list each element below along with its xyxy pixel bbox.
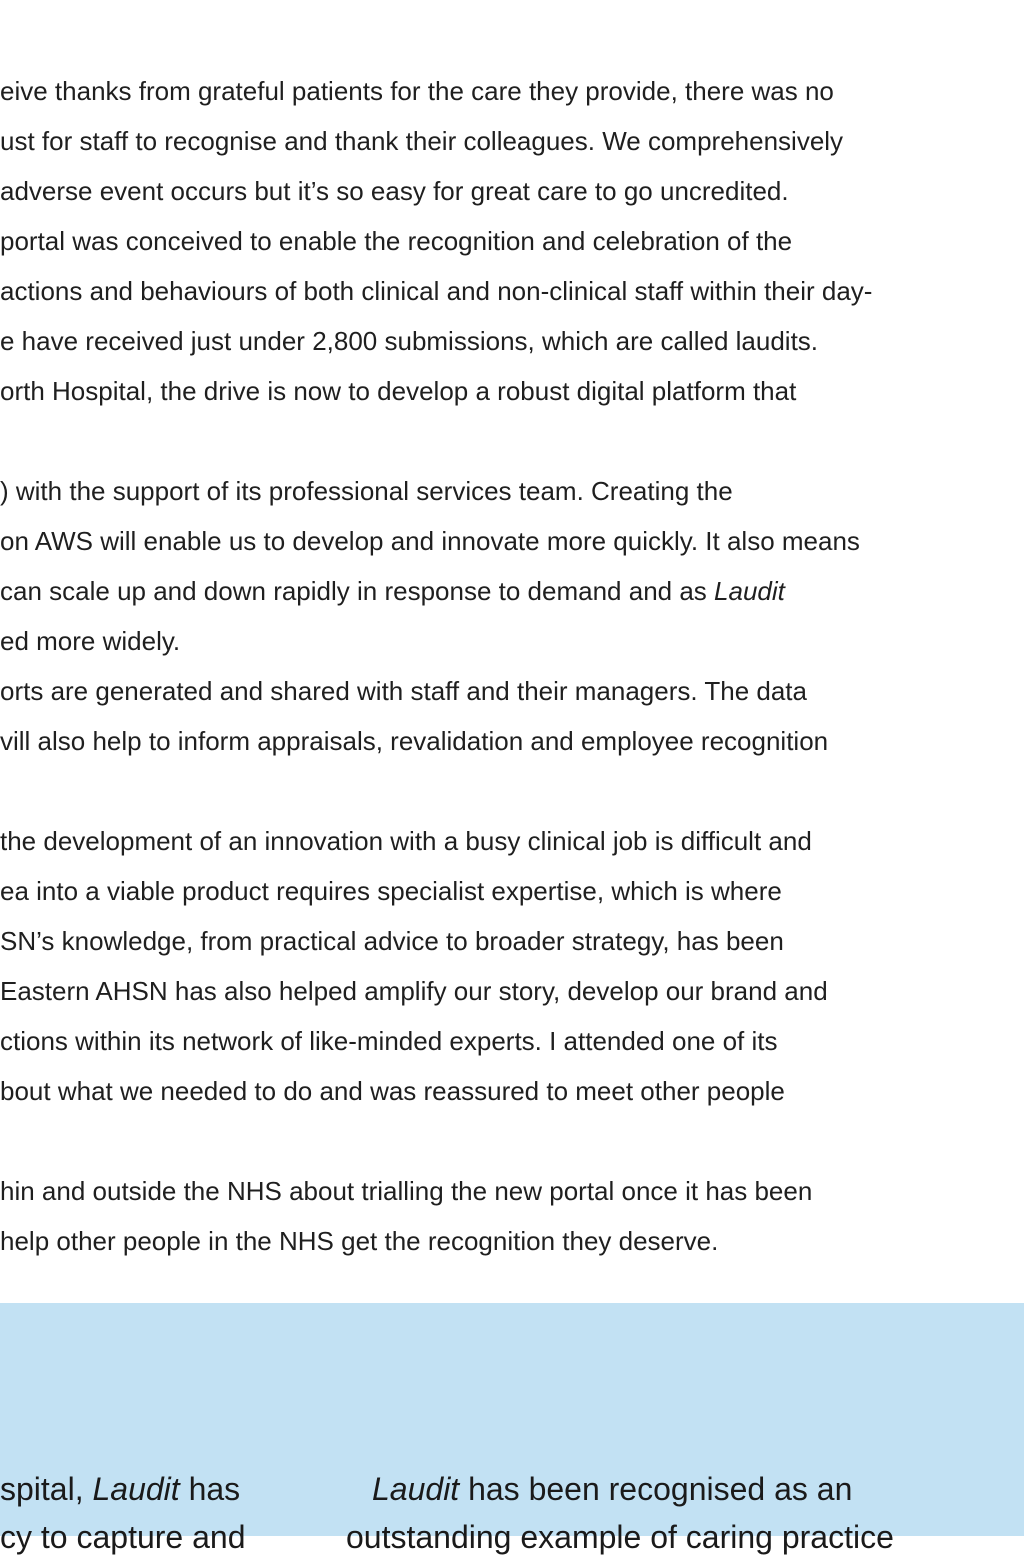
article-line: ctions within its network of like-minded experts. I attended one of its bbox=[0, 1026, 778, 1056]
article-line bbox=[0, 576, 785, 606]
article-line: e have received just under 2,800 submissions, which are called laudits. bbox=[0, 326, 819, 356]
quote-left-after: has bbox=[179, 1471, 241, 1507]
article-line: ea into a viable product requires specialist expertise, which is where bbox=[0, 876, 782, 906]
quote-left-next-line: cy to capture and bbox=[0, 1519, 246, 1555]
quote-right-italic: Laudit bbox=[372, 1471, 460, 1507]
article-line: Eastern AHSN has also helped amplify our story, develop our brand and bbox=[0, 976, 828, 1006]
article-line: eive thanks from grateful patients for the care they provide, there was no bbox=[0, 76, 834, 106]
article-line: actions and behaviours of both clinical and non-clinical staff within their day- bbox=[0, 276, 873, 306]
article-line: ) with the support of its professional services team. Creating the bbox=[0, 476, 733, 506]
quote-right-after: has been recognised as an bbox=[459, 1471, 853, 1507]
article-line: SN’s knowledge, from practical advice to broader strategy, has been bbox=[0, 926, 784, 956]
article-line: the development of an innovation with a busy clinical job is difficult and bbox=[0, 826, 812, 856]
quote-left-italic: Laudit bbox=[92, 1471, 180, 1507]
laudit-italic: Laudit bbox=[714, 576, 785, 606]
article-line: ed more widely. bbox=[0, 626, 181, 656]
article-line: on AWS will enable us to develop and innovate more quickly. It also means bbox=[0, 526, 860, 556]
quote-left-before: spital, bbox=[0, 1471, 93, 1507]
article-line: hin and outside the NHS about trialling the new portal once it has been bbox=[0, 1176, 813, 1206]
article-line-text: can scale up and down rapidly in response to demand and as bbox=[0, 576, 715, 606]
quote-band bbox=[0, 1303, 1024, 1555]
quote-left-line bbox=[0, 1469, 240, 1509]
article-line: portal was conceived to enable the recognition and celebration of the bbox=[0, 226, 793, 256]
article-line: orth Hospital, the drive is now to develop a robust digital platform that bbox=[0, 376, 797, 406]
article-line: bout what we needed to do and was reassured to meet other people bbox=[0, 1076, 785, 1106]
article-line: vill also help to inform appraisals, revalidation and employee recognition bbox=[0, 726, 829, 756]
article-line: ust for staff to recognise and thank their colleagues. We comprehensively bbox=[0, 126, 844, 156]
quote-right-next-line: outstanding example of caring practice bbox=[346, 1519, 894, 1555]
article-line: help other people in the NHS get the recognition they deserve. bbox=[0, 1226, 719, 1256]
article-line: adverse event occurs but it’s so easy for great care to go uncredited. bbox=[0, 176, 789, 206]
quote-right-line bbox=[372, 1469, 852, 1509]
article-line: orts are generated and shared with staff and their managers. The data bbox=[0, 676, 807, 706]
